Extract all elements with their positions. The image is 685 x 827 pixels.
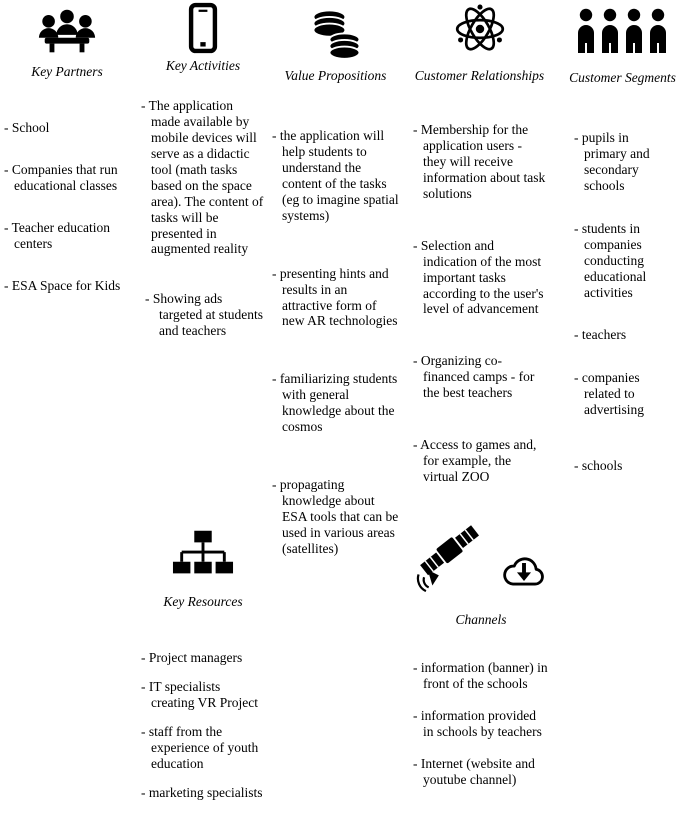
- coins-icon: [305, 4, 367, 60]
- section-title: Value Propositions: [284, 68, 387, 83]
- list-item: - information (banner) in front of the schools: [413, 660, 548, 692]
- list-item: - presenting hints and results in an attractive form of new AR technologies: [272, 265, 398, 329]
- section-value-propositions: [272, 4, 399, 599]
- section-customer-relationships: [413, 2, 546, 521]
- list-item: - ESA Space for Kids: [4, 277, 121, 293]
- list-item: - pupils in primary and secondary schools: [574, 130, 650, 193]
- key-activities-list: [141, 98, 265, 373]
- value-propositions-list: [272, 128, 399, 599]
- atom-icon: [453, 2, 507, 56]
- section-key-partners: [4, 8, 130, 320]
- list-item: - marketing specialists: [141, 784, 263, 800]
- list-item: - Membership for the application users - they will receive information about task solutions: [413, 122, 546, 201]
- sitemap-icon: [172, 526, 234, 582]
- list-item: - propagating knowledge about ESA tools that can be used in various areas (satellites): [272, 477, 399, 556]
- meeting-icon: [36, 8, 98, 54]
- smartphone-icon: [188, 2, 218, 54]
- people-group-icon: [567, 8, 679, 54]
- section-key-activities: [141, 2, 265, 373]
- section-title: Customer Relationships: [414, 68, 545, 83]
- section-title: Customer Segments: [569, 70, 676, 85]
- satellite-icon: [413, 520, 485, 592]
- list-item: - teachers: [574, 327, 627, 343]
- download-cloud-icon: [499, 548, 549, 592]
- list-item: - Organizing co-financed camps - for the best teachers: [413, 353, 535, 401]
- list-item: - familiarizing students with general knowledge about the cosmos: [272, 371, 398, 435]
- section-title: Key Resources: [163, 594, 243, 609]
- channels-list: [413, 660, 549, 804]
- section-customer-segments: [560, 8, 685, 501]
- list-item: - Access to games and, for example, the virtual ZOO: [413, 437, 537, 485]
- section-key-resources: [141, 526, 265, 814]
- section-channels: [413, 520, 549, 804]
- section-title: Key Activities: [165, 58, 241, 73]
- section-title: Channels: [455, 612, 507, 627]
- channels-icons: [413, 520, 549, 592]
- list-item: - Teacher education centers: [4, 219, 110, 251]
- key-resources-list: [141, 650, 265, 813]
- list-item: - companies related to advertising: [574, 370, 644, 418]
- list-item: - Project managers: [141, 650, 243, 666]
- list-item: - Selection and indication of the most important tasks according to the user's level of advancement: [413, 237, 544, 317]
- key-partners-list: [4, 120, 130, 320]
- list-item: - schools: [574, 458, 623, 474]
- list-item: - Internet (website and youtube channel): [413, 755, 535, 787]
- list-item: - staff from the experience of youth education: [141, 723, 259, 771]
- list-item: - Showing ads targeted at students and teachers: [145, 291, 263, 339]
- list-item: - information provided in schools by teachers: [413, 708, 542, 739]
- customer-relationships-list: [413, 122, 546, 521]
- section-title: Key Partners: [31, 64, 103, 79]
- customer-segments-list: [566, 130, 670, 501]
- list-item: - students in companies conducting educational activities: [574, 220, 647, 300]
- list-item: - Companies that run educational classes: [4, 162, 118, 194]
- list-item: - The application made available by mobile devices will serve as a didactic tool (math tasks based on the space area). The content of tasks will be presented in augmented reality: [141, 98, 264, 257]
- list-item: - the application will help students to understand the content of the tasks (eg to imagine spatial systems): [272, 128, 399, 223]
- list-item: - School: [4, 120, 50, 136]
- list-item: - IT specialists creating VR Project: [141, 679, 258, 711]
